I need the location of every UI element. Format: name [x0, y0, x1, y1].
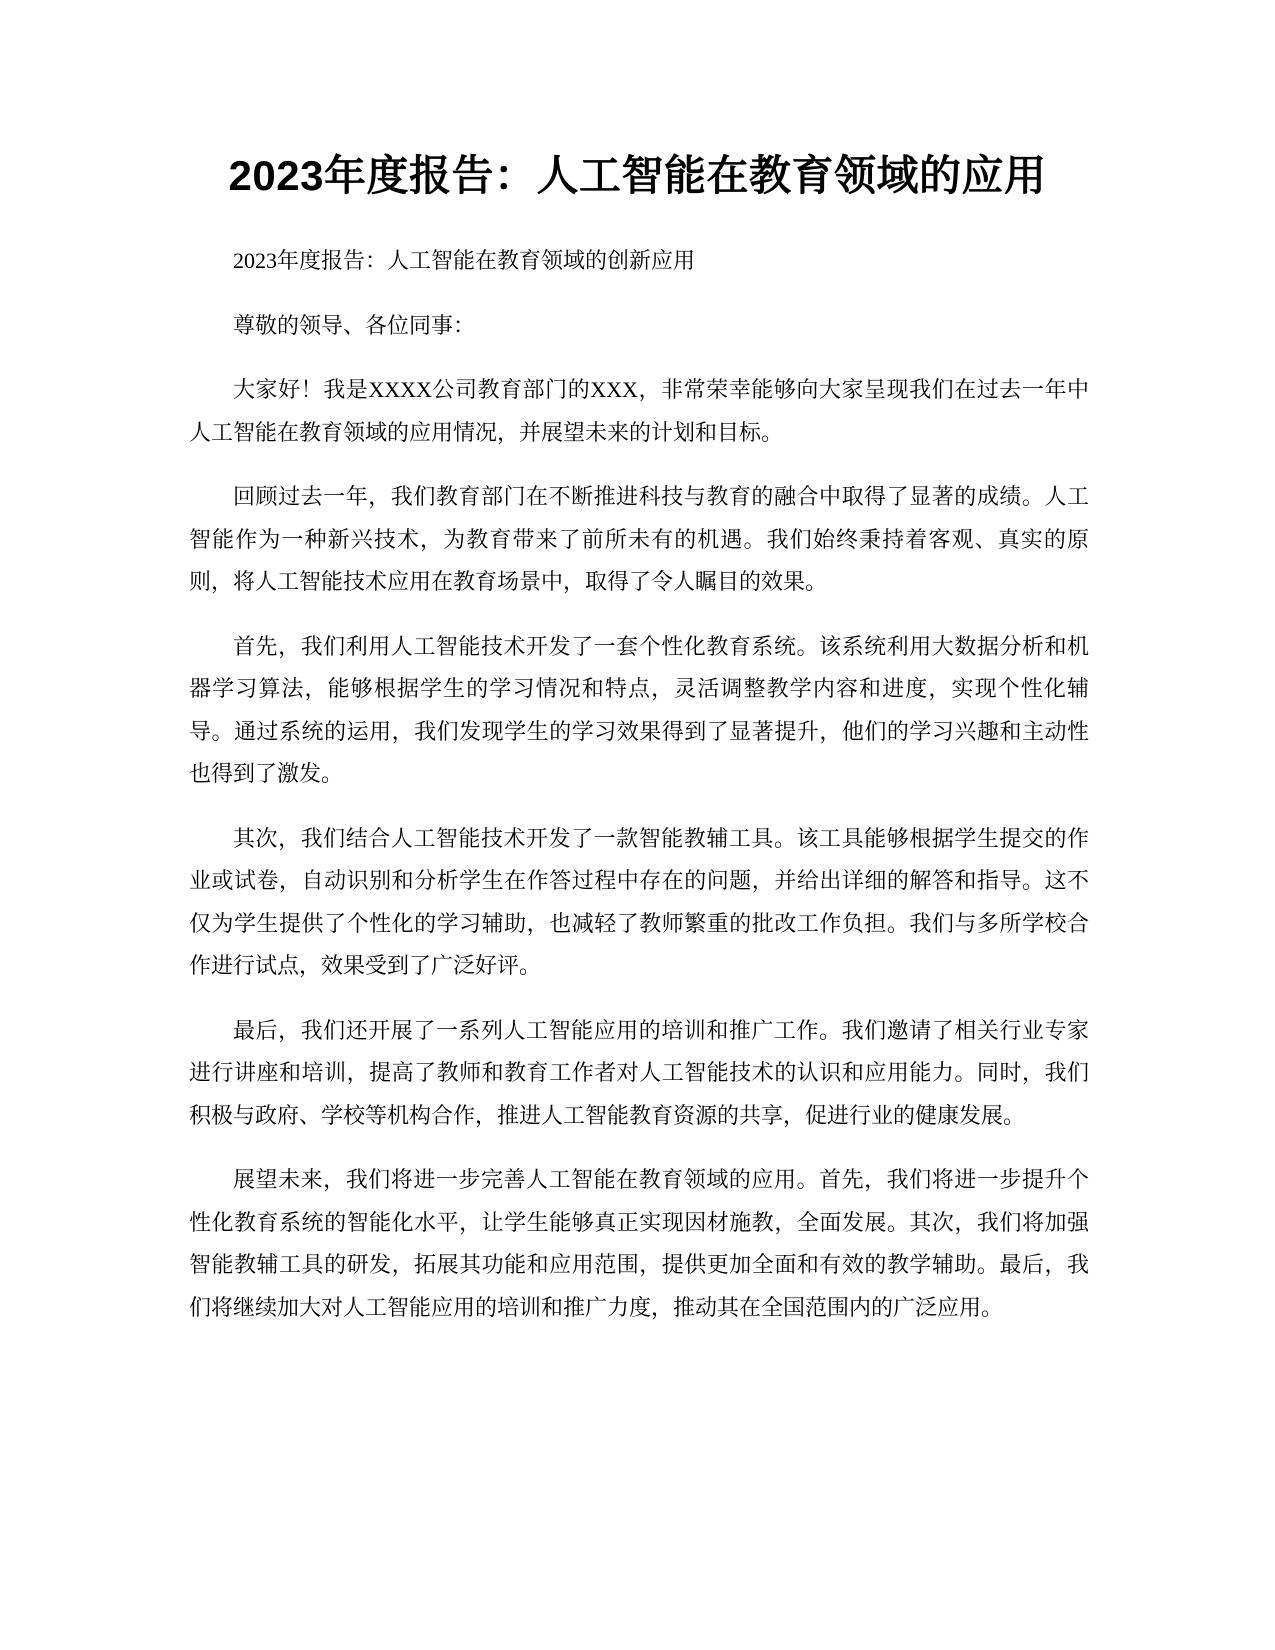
- salutation-paragraph: 尊敬的领导、各位同事：: [233, 312, 476, 338]
- training-paragraph: 最后，我们还开展了一系列人工智能应用的培训和推广工作。我们邀请了相关行业专家进行讲座和培训，提高了教师和教育工作者对人工智能技术的认识和应用能力。同时，我们积极与政府、学校等机构合作，推进人工智能教育资源的共享，促进行业的健康发展。: [189, 1017, 1089, 1128]
- greeting-paragraph: 大家好！我是XXXX公司教育部门的XXX，非常荣幸能够向大家呈现我们在过去一年中人工智能在教育领域的应用情况，并展望未来的计划和目标。: [189, 377, 1089, 445]
- document-body: [189, 240, 1089, 1351]
- personalized-system-paragraph: 首先，我们利用人工智能技术开发了一套个性化教育系统。该系统利用大数据分析和机器学习算法，能够根据学生的学习情况和特点，灵活调整教学内容和进度，实现个性化辅导。通过系统的运用，我们发现学生的学习效果得到了显著提升，他们的学习兴趣和主动性也得到了激发。: [189, 633, 1089, 786]
- teaching-tool-paragraph: 其次，我们结合人工智能技术开发了一款智能教辅工具。该工具能够根据学生提交的作业或试卷，自动识别和分析学生在作答过程中存在的问题，并给出详细的解答和指导。这不仅为学生提供了个性化的学习辅助，也减轻了教师繁重的批改工作负担。我们与多所学校合作进行试点，效果受到了广泛好评。: [189, 825, 1089, 978]
- subtitle-paragraph: 2023年度报告：人工智能在教育领域的创新应用: [233, 248, 696, 273]
- outlook-paragraph: 展望未来，我们将进一步完善人工智能在教育领域的应用。首先，我们将进一步提升个性化教育系统的智能化水平，让学生能够真正实现因材施教，全面发展。其次，我们将加强智能教辅工具的研发，拓展其功能和应用范围，提供更加全面和有效的教学辅助。最后，我们将继续加大对人工智能应用的培训和推广力度，推动其在全国范围内的广泛应用。: [189, 1167, 1089, 1320]
- document-title: 2023年度报告：人工智能在教育领域的应用: [228, 152, 1047, 199]
- review-paragraph: 回顾过去一年，我们教育部门在不断推进科技与教育的融合中取得了显著的成绩。人工智能作为一种新兴技术，为教育带来了前所未有的机遇。我们始终秉持着客观、真实的原则，将人工智能技术应用在教育场景中，取得了令人瞩目的效果。: [189, 484, 1089, 594]
